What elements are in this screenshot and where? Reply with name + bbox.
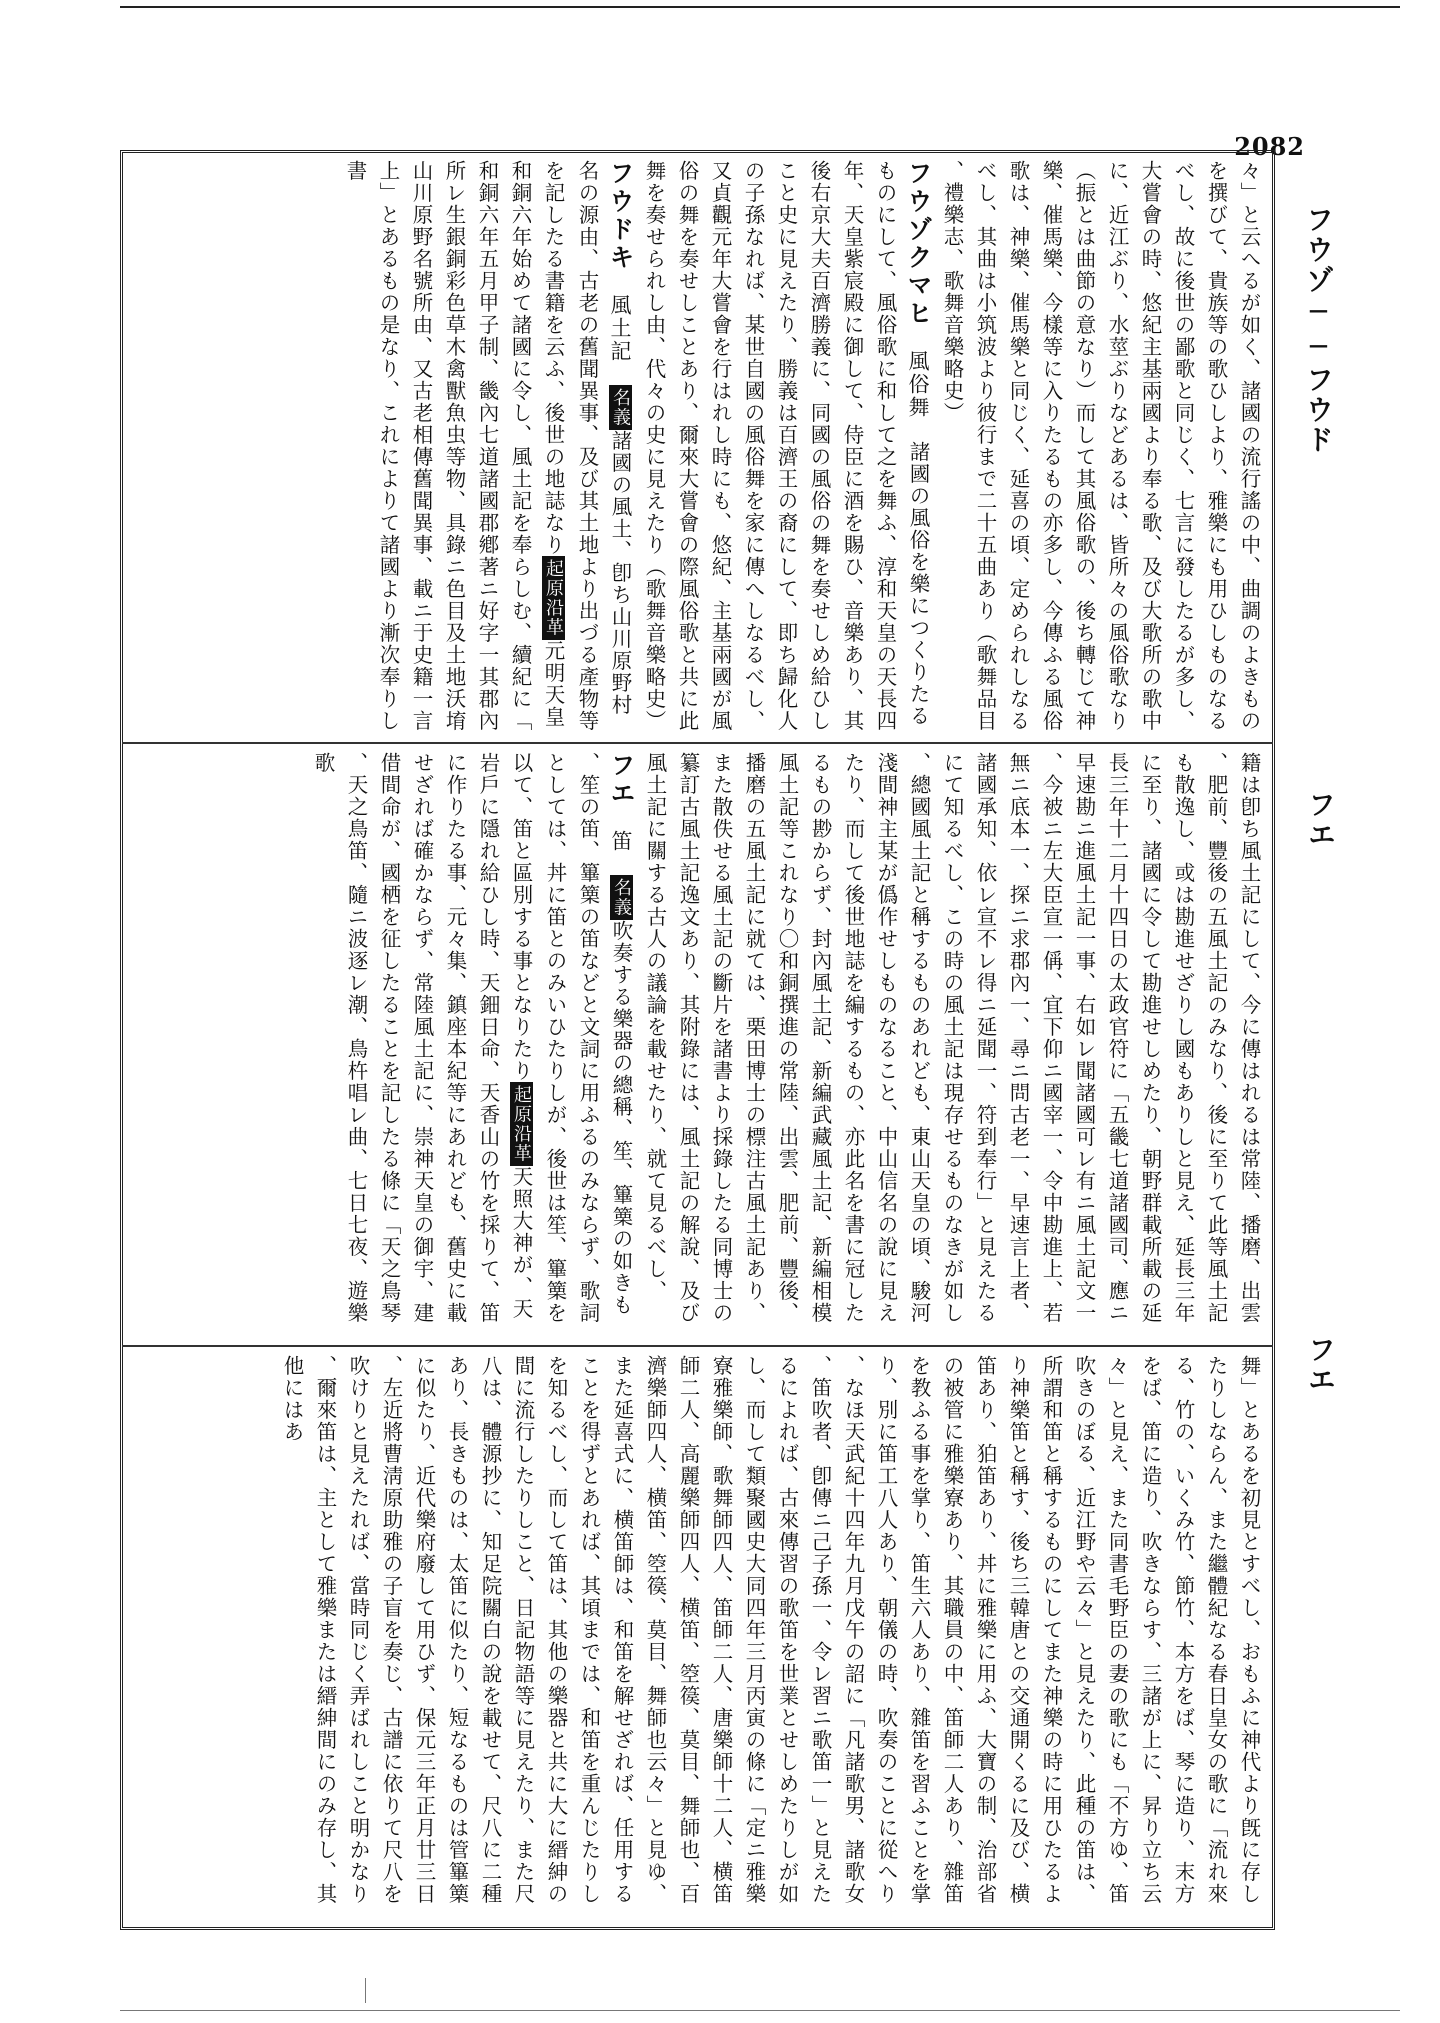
label-badge: 名義	[609, 385, 632, 430]
continued-text: 々」と云へるが如く、諸國の流行謠の中、曲調のよきものを撰びて、貴族等の歌ひしより、雅樂にも用ひしものなるべし、故に後世の鄙歌と同じく、七言に發したるが多し、大嘗會の時、悠紀主基兩國より奉る歌、及び大歌所の歌中に、近江ぶり、水莖ぶりなどあるは、皆所々の風俗歌なり（振とは曲節の意なり）而して其風俗歌の、後ち轉じて神樂、催馬樂、今樣等に入りたるもの亦多し、今傳ふる風俗歌は、神樂、催馬樂と同じく、延喜の頃、定められしなるべし、其曲は小筑波より彼行まで二十五曲あり（歌舞品目、禮樂志、歌舞音樂略史）	[940, 160, 1261, 732]
text-block	[306, 752, 1265, 1337]
entry-headword: フウドキ	[606, 160, 635, 272]
section-top	[135, 160, 1265, 735]
entry-body: 元明天皇和銅六年始めて諸國に令し、風土記を奉らしむ、續紀に「和銅六年五月甲子制、畿內七道諸國郡鄕著ニ好字一其郡內所レ生銀銅彩色草木禽獸魚虫等物、具錄ニ色目及土地沃堉山川原野名號所由、又古老相傳舊聞異事、載ニ于史籍一言上」とあるもの是なり、これによりて諸國より漸次奉りし書	[343, 160, 565, 732]
entry-kanji: 風土記	[608, 294, 632, 363]
entry-headword: フエ	[607, 752, 636, 808]
entry-body: 天照大神が、天岩戶に隱れ給ひし時、天鈿日命、天香山の竹を採りて、笛に作りたる事、元々集、鎮座本紀等にあれども、舊史に載せざれば確かならず、常陸風土記に、崇神天皇の御宇、建借間命が、國栖を征したることを記したる條に「天之鳥琴、天之鳥笛、隨ニ波逐レ潮、鳥杵唱レ曲、七日七夜、遊樂歌	[311, 752, 533, 1324]
section-divider	[122, 742, 1273, 744]
entry-body: 諸國の風土、卽ち山川原野村名の源由、古老の舊聞異事、及び其土地より出づる產物等を記したる書籍を云ふ、後世の地誌なり	[541, 160, 632, 732]
section-divider	[122, 1345, 1273, 1347]
entry-body: 諸國の風俗を樂につくりたるものにして、風俗歌に和して之を舞ふ、淳和天皇の天長四年、天皇紫宸殿に御して、侍臣に酒を賜ひ、音樂あり、其後右京大夫百濟勝義に、同國の風俗の舞を奏せしめ給ひしこと史に見えたり、勝義は百濟王の裔にして、即ち歸化人の子孫なれば、某世自國の風俗舞を家に傳へしなるべし、又貞觀元年大嘗會を行はれし時にも、悠紀、主基兩國が風俗の舞を奏せしことあり、爾來大嘗會の際風俗歌と共に此舞を奏せられし由、代々の史に見えたり（歌舞音樂略史）	[642, 160, 930, 732]
entry-kanji: 風俗舞	[906, 350, 930, 419]
text-block	[275, 1355, 1265, 1915]
label-badge: 起原沿革	[542, 556, 565, 640]
label-badge: 起原沿革	[510, 1082, 533, 1166]
bottom-rule	[120, 2010, 1400, 2011]
running-head-middle: フエ	[1304, 790, 1337, 850]
top-rule	[120, 6, 1400, 8]
bottom-tick	[365, 1978, 366, 2003]
section-middle	[135, 752, 1265, 1337]
entry-body: 吹奏する樂器の總稱、笙、篳篥の如きも、笙の笛、篳篥の笛などと文詞に用ふるのみならず、歌詞としては、丼に笛とのみいひたりしが、後世は笙、篳篥を以て、笛と區別する事となりたり	[509, 752, 633, 1324]
section-bottom	[135, 1355, 1265, 1915]
running-head-bottom: フエ	[1304, 1335, 1337, 1395]
continued-text: 籍は卽ち風土記にして、今に傳はれるは常陸、播磨、出雲、肥前、豐後の五風土記のみなり、後に至りて此等風土記も散逸し、或は勘進せざりし國もありしと見え、延長三年に至り、諸國に令して勘進せしめたり、朝野群載所載の延長三年十二月十四日の太政官符に「五畿七道諸國司、應ニ早速勘ニ進風土記一事、右如レ聞諸國可レ有ニ風土記文一、今被ニ左大臣宣一偁、宜下仰ニ國宰一、令中勘進上、若無ニ底本一、探ニ求郡內一、尋ニ問古老一、早速言上者、諸國承知、依レ宣不レ得ニ延聞一、符到奉行」と見えたるにて知るべし、この時の風土記は現存せるものなきが如し、總國風土記と稱するものあれども、東山天皇の頃、駿河淺間神主某が僞作せしものなること、中山信名の說に見えたり、而して後世地誌を編するもの、亦此名を書に冠したるもの尠からず、封內風土記、新編武藏風土記、新編相模風土記等これなり〇和銅撰進の常陸、出雲、肥前、豐後、播磨の五風土記に就ては、栗田博士の標注古風土記あり、また散佚せる風土記の斷片を諸書より採錄したる同博士の纂訂古風土記逸文あり、其附錄には、風土記の解說、及び風土記に關する古人の議論を載せたり、就て見るべし、	[643, 752, 1261, 1324]
label-badge: 名義	[610, 875, 633, 920]
running-head-top: フウゾ──フウド	[1302, 205, 1335, 455]
entry-kanji: 笛	[609, 830, 633, 853]
page-number: 2082	[1234, 132, 1305, 161]
text-block	[338, 160, 1265, 735]
entry-headword: フウゾクマヒ	[904, 160, 933, 328]
continued-text: 舞」とあるを初見とすべし、おもふに神代より旣に存したりしならん、また繼體紀なる春日皇女の歌に「流れ來る、竹の、いくみ竹、節竹、本方をば、琴に造り、末方をば、笛に造り、吹きならす、三諸が上に、昇り立ち云々」と見え、また同書毛野臣の妻の歌にも「不方ゆ、笛吹きのぼる、近江野や云々」と見えたり、此種の笛は、所謂和笛と稱するものにしてまた神樂の時に用ひたるより神樂笛と稱す、後ち三韓唐との交通開くるに及び、横笛あり、狛笛あり、丼に雅樂に用ふ、大寶の制、治部省の被管に雅樂寮あり、其職員の中、笛師二人あり、雜笛を教ふる事を掌り、笛生六人あり、雜笛を習ふことを掌り、別に笛工八人あり、朝儀の時、吹奏のことに從へり、なほ天武紀十四年九月戊午の詔に「凡諸歌男、諸歌女、笛吹者、卽傳ニ己子孫一、令レ習ニ歌笛一」と見えたるによれば、古來傳習の歌笛を世業とせしめたりしが如し、而して類聚國史大同四年三月丙寅の條に「定ニ雅樂寮雅樂師、歌舞師四人、笛師二人、唐樂師十二人、横笛師二人、高麗樂師四人、横笛、箜篌、莫目、舞師也、百濟樂師四人、横笛、箜篌、莫目、舞師也云々」と見ゆ、また延喜式に、横笛師は、和笛を解せざれば、任用することを得ずとあれば、其頃までは、和笛を重んじたりしを知るべし、而して笛は、其他の樂器と共に大に縉紳の間に流行したりしこと、日記物語等に見えたり、また尺八は、體源抄に、知足院關白の說を載せて、尺八に二種あり、長きものは、太笛に似たり、短なるものは管篳篥に似たり、近代樂府廢して用ひず、保元三年正月廿三日、左近將曹淸原助雅の子盲を奏じ、古譜に依りて尺八を吹けりと見えたれば、當時同じく弄ばれしこと明かなり、爾來笛は、主として雅樂または縉紳間にのみ存し、其他にはあ	[280, 1355, 1261, 1905]
